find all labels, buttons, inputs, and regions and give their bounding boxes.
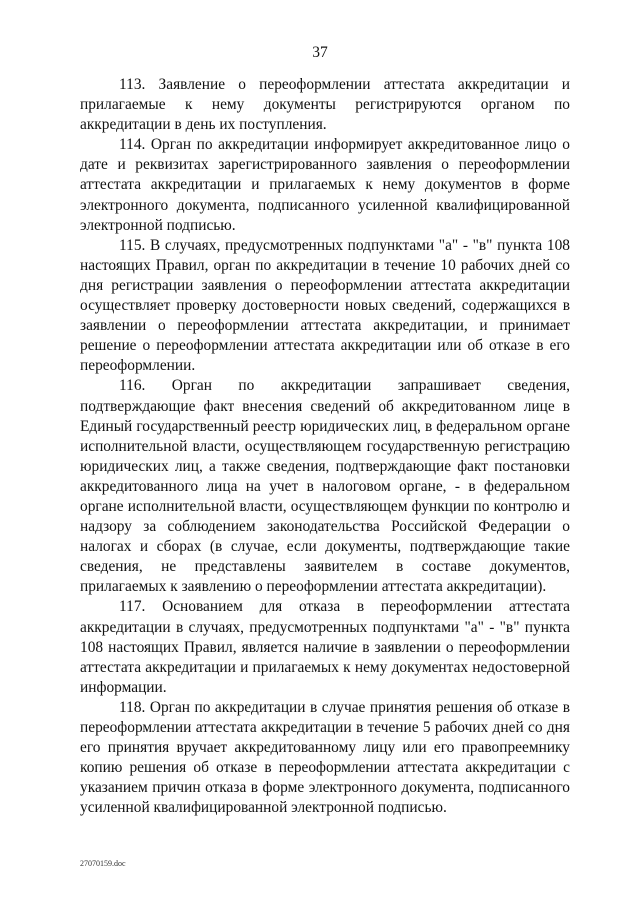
paragraph-115: 115. В случаях, предусмотренных подпунктами "а" - "в" пункта 108 настоящих Правил, орган по аккредитации в течение 10 рабочих дней со дня регистрации заявления о переоформлении аттестата аккредитации осуществляет проверку достоверности новых сведений, содержащихся в заявлении о переоформлении аттестата аккредитации, и принимает решение о переоформлении аттестата аккредитации или об отказе в его переоформлении. (80, 236, 570, 375)
paragraph-113: 113. Заявление о переоформлении аттестата аккредитации и прилагаемые к нему документы регистрируются органом по аккредитации в день их поступления. (80, 76, 570, 134)
paragraph-118: 118. Орган по аккредитации в случае принятия решения об отказе в переоформлении аттестата аккредитации в течение 5 рабочих дней со дня его принятия вручает аккредитованному лицу или его правопреемнику копию решения об отказе в переоформлении аттестата аккредитации с указанием причин отказа в форме электронного документа, подписанного усиленной квалифицированной электронной подписью. (80, 698, 570, 817)
document-body (80, 75, 570, 818)
page-number: 37 (312, 44, 328, 61)
paragraph-116: 116. Орган по аккредитации запрашивает сведения, подтверждающие факт внесения сведений об аккредитованном лице в Единый государственный реестр юридических лиц, в федеральном органе исполнительной власти, осуществляющем государственную регистрацию юридических лиц, а также сведения, подтверждающие факт постановки аккредитованного лица на учет в налоговом органе, - в федеральном органе исполнительной власти, осуществляющем функции по контролю и надзору за соблюдением законодательства Российской Федерации о налогах и сборах (в случае, если документы, подтверждающие такие сведения, не представлены заявителем в составе документов, прилагаемых к заявлению о переоформлении аттестата аккредитации). (80, 377, 570, 596)
footer-file-code: 27070159.doc (80, 859, 126, 868)
paragraph-117: 117. Основанием для отказа в переоформлении аттестата аккредитации в случаях, предусмотренных подпунктами "а" - "в" пункта 108 настоящих Правил, является наличие в заявлении о переоформлении аттестата аккредитации и прилагаемых к нему документах недостоверной информации. (80, 598, 570, 696)
paragraph-114: 114. Орган по аккредитации информирует аккредитованное лицо о дате и реквизитах зарегистрированного заявления о переоформлении аттестата аккредитации и прилагаемых к нему документов в форме электронного документа, подписанного усиленной квалифицированной электронной подписью. (80, 136, 570, 234)
